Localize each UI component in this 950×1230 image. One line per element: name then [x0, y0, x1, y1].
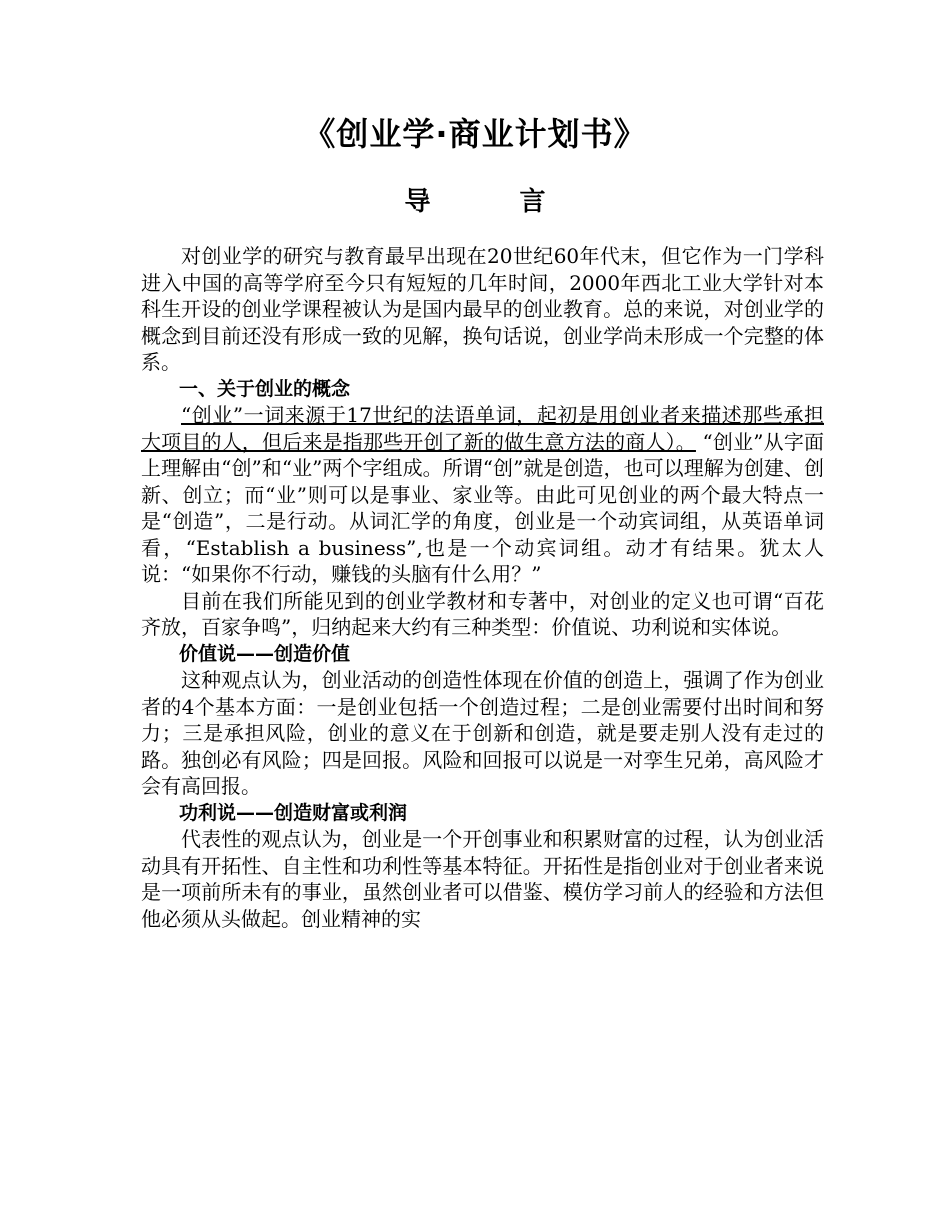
section-heading: 导 言	[404, 187, 586, 217]
intro-paragraph: 对创业学的研究与教育最早出现在20世纪60年代末，但它作为一门学科进入中国的高等学府至今只有短短的几年时间，2000年西北工业大学针对本科生开设的创业学课程被认为是国内最早的创业教育。总的来说，对创业学的概念到目前还没有形成一致的见解，换句话说，创业学尚未形成一个完整的体系。	[141, 244, 824, 374]
heading-concept: 一、关于创业的概念	[179, 377, 351, 400]
types-paragraph: 目前在我们所能见到的创业学教材和专著中，对创业的定义也可谓“百花齐放，百家争鸣”，归纳起来大约有三种类型：价值说、功利说和实体说。	[141, 588, 824, 639]
document-title: 《创业学·商业计划书》	[303, 115, 647, 153]
document-body	[141, 243, 824, 932]
value-paragraph: 这种观点认为，创业活动的创造性体现在价值的创造上，强调了作为创业者的4个基本方面：一是创业包括一个创造过程；二是创业需要付出时间和努力；三是承担风险，创业的意义在于创新和创造，就是要走别人没有走过的路。独创必有风险；四是回报。风险和回报可以说是一对孪生兄弟，高风险才会有高回报。	[141, 668, 824, 798]
concept-text: “创业”从字面上理解由“创”和“业”两个字组成。所谓“创”就是创造，也可以理解为创建、创新、创立；而“业”则可以是事业、家业等。由此可见创业的两个最大特点一是“创造”，二是行动。从词汇学的角度，创业是一个动宾词组，从英语单词看，“Establish a business”,也是一个动宾词组。动才有结果。犹太人说：“如果你不行动，赚钱的头脑有什么用？”	[141, 429, 824, 586]
utility-paragraph: 代表性的观点认为，创业是一个开创事业和积累财富的过程，认为创业活动具有开拓性、自主性和功利性等基本特征。开拓性是指创业对于创业者来说是一项前所未有的事业，虽然创业者可以借鉴、模仿学习前人的经验和方法但他必须从头做起。创业精神的实	[141, 827, 824, 931]
concept-paragraph	[141, 402, 824, 588]
concept-underlined-text: “创业”一词来源于17世纪的法语单词，起初是用创业者来描述那些承担大项目的人，但后来是指那些开创了新的做生意方法的商人）。	[141, 403, 824, 454]
heading-value-theory: 价值说——创造价值	[179, 642, 351, 665]
heading-utility-theory: 功利说——创造财富或利润	[179, 801, 408, 824]
